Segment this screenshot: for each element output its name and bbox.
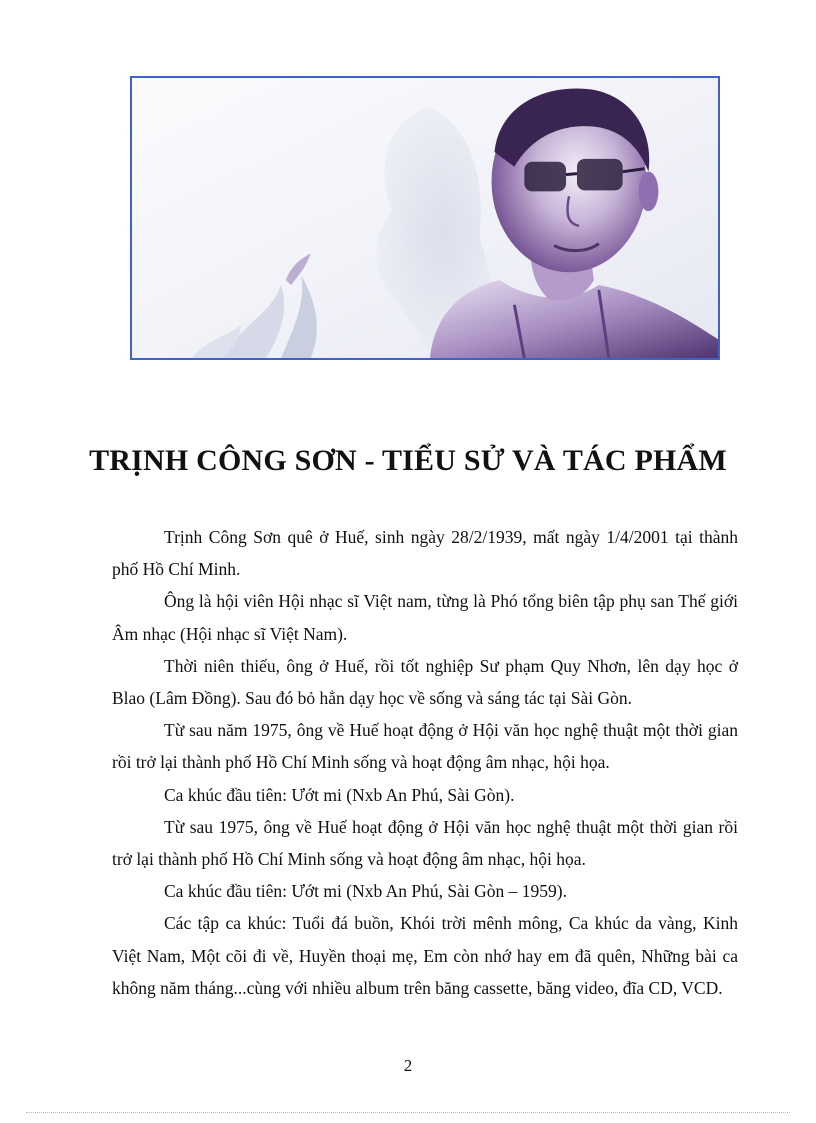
- paragraph-after-1975-repeat: Từ sau 1975, ông về Huế hoạt động ở Hội văn học nghệ thuật một thời gian rồi trở lại thành phố Hồ Chí Minh sống và hoạt động âm nhạc, hội họa.: [112, 816, 738, 870]
- paragraph-birth: Trịnh Công Sơn quê ở Huế, sinh ngày 28/2/1939, mất ngày 1/4/2001 tại thành phố Hồ Chí Minh.: [112, 527, 738, 580]
- paragraph-first-song-1959: Ca khúc đầu tiên: Ướt mi (Nxb An Phú, Sài Gòn – 1959).: [164, 881, 567, 902]
- page-bottom-divider: [26, 1112, 790, 1113]
- paragraph-membership: Ông là hội viên Hội nhạc sĩ Việt nam, từng là Phó tổng biên tập phụ san Thế giới Âm nhạc (Hội nhạc sĩ Việt Nam).: [112, 591, 738, 644]
- paragraph-youth: Thời niên thiếu, ông ở Huế, rồi tốt nghiệp Sư phạm Quy Nhơn, lên dạy học ở Blao (Lâm Đồng). Sau đó bỏ hẳn dạy học về sống và sáng tác tại Sài Gòn.: [112, 655, 738, 709]
- document-body: [112, 521, 738, 1004]
- paragraph-after-1975: Từ sau năm 1975, ông về Huế hoạt động ở Hội văn học nghệ thuật một thời gian rồi trở lại thành phố Hồ Chí Minh sống và hoạt động âm nhạc, hội họa.: [112, 720, 738, 773]
- document-title: TRỊNH CÔNG SƠN - TIỂU SỬ VÀ TÁC PHẨM: [89, 444, 727, 477]
- paragraph-collections: Các tập ca khúc: Tuổi đá buồn, Khói trời mênh mông, Ca khúc da vàng, Kinh Việt Nam, Một cõi đi về, Huyền thoại mẹ, Em còn nhớ hay em đã quên, Những bài ca không năm tháng...cùng với nhiều album trên băng cassette, băng video, đĩa CD, VCD.: [112, 913, 738, 998]
- paragraph-first-song: Ca khúc đầu tiên: Ướt mi (Nxb An Phú, Sài Gòn).: [164, 784, 515, 805]
- page-number: 2: [403, 1056, 413, 1075]
- portrait-photo: [130, 76, 720, 360]
- portrait-illustration: [132, 78, 718, 358]
